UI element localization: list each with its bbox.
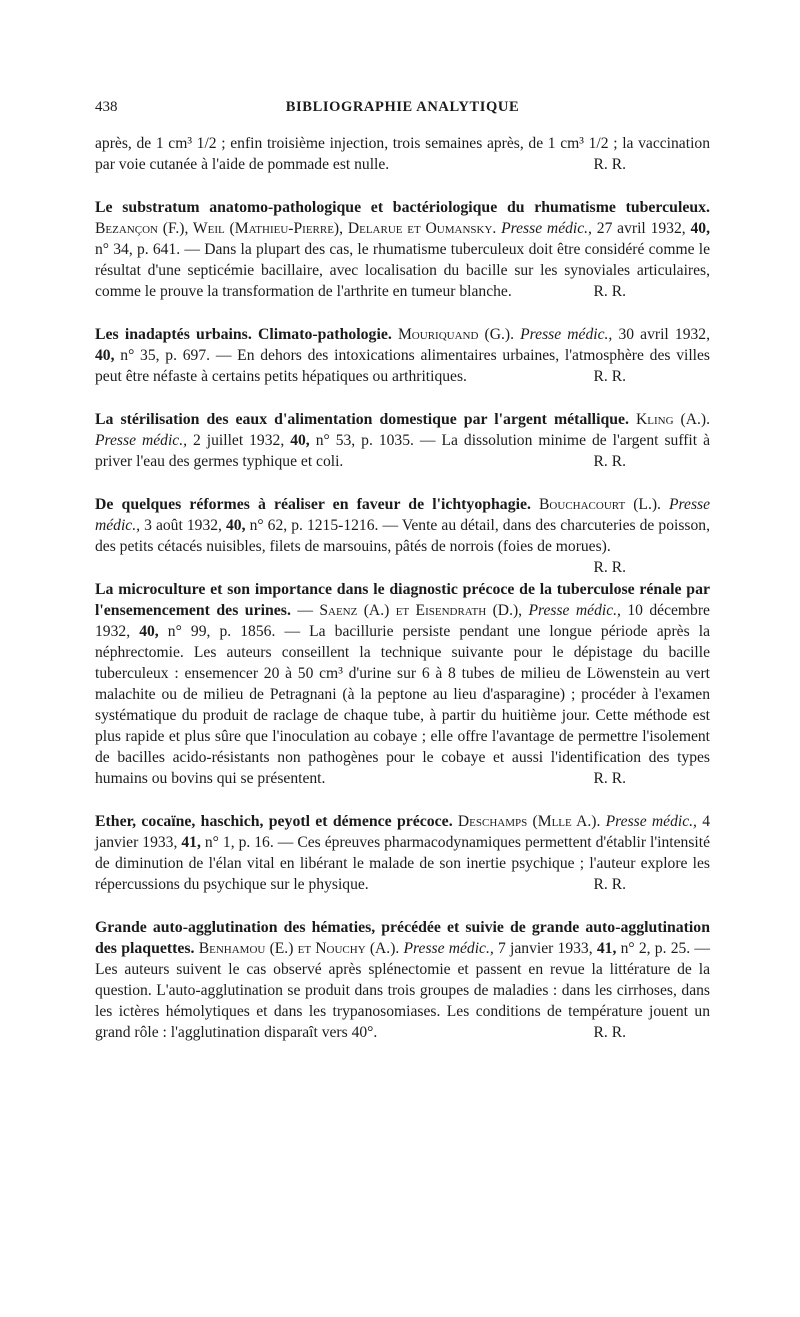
bibliography-entry (95, 324, 710, 387)
signature: R. R. (593, 156, 626, 173)
entry-journal: Presse médic., (501, 220, 592, 237)
bibliography-body (95, 133, 710, 1043)
entry-title: Les inadaptés urbains. Climato-pathologie. (95, 326, 392, 343)
entry-title: Le substratum anatomo-pathologique et bactériologique du rhumatisme tuberculeux. (95, 199, 710, 216)
entry-volume: 41, (181, 834, 201, 851)
entry-journal: Presse médic., (403, 940, 494, 957)
page-number: 438 (95, 99, 118, 115)
entry-volume: 40, (139, 623, 159, 640)
signature: R. R. (593, 876, 626, 893)
entry-summary: — Les auteurs suivent le cas observé après splénectomie et passent en revue la littérature de la question. L'auto-agglutination se produit dans trois groupes de maladies : dans les cirrhoses, dans les ictères hémolytiques et dans les trypanosomiases. Les conditions de température jouent un grand rôle : l'agglutination disparaît vers 40°. (95, 940, 711, 1041)
bibliography-entry (95, 811, 710, 895)
entry-issue: n° 2, p. 25. (620, 940, 691, 957)
entry-issue: n° 53, p. 1035. (315, 432, 414, 449)
entry-summary: — Dans la plupart des cas, le rhumatisme tuberculeux doit être considéré comme le résultat d'une septicémie bacillaire, avec localisation du bacille sur les synoviales articulaires, comme le prouve la transformation de l'arthrite en tumeur blanche. (95, 241, 710, 300)
entry-issue: n° 34, p. 641. (95, 241, 181, 258)
entry-summary: — La bacillurie persiste pendant une longue période après la néphrectomie. Les auteurs conseillent la technique suivante pour le dépistage du bacille tuberculeux : ensemencer 20 à 50 cm³ d'urine sur 6 à 8 tubes de milieu de Löwenstein au vert malachite ou de milieu de Petragnani (à la peptone au lieu d'asparagine) ; procéder à l'examen systématique du produit de raclage de chaque tube, à partir du huitième jour. Cette méthode est plus rapide et plus sûre que l'inoculation au cobaye ; elle offre l'avantage de permettre l'isolement de bacilles acido-résistants non pathogènes pour le cobaye et aussi l'identification des types humains ou bovins qui se présentent. (95, 623, 710, 787)
entry-date: 2 juillet 1932, (193, 432, 285, 449)
entry-date: 7 janvier 1933, (498, 940, 593, 957)
entry-summary: — Ces épreuves pharmacodynamiques permettent d'établir l'intensité de diminution de l'élan vital en libérant le malade de son inertie psychique ; l'auteur explore les répercussions du psychique sur le physique. (95, 834, 711, 893)
entry-journal: Presse médic., (605, 813, 697, 830)
signature: R. R. (593, 453, 626, 470)
entry-issue: n° 35, p. 697. (120, 347, 211, 364)
entry-authors: Deschamps (Mlle A.). (457, 813, 601, 830)
entry-journal: Presse médic., (520, 326, 613, 343)
entry-authors: — Saenz (A.) et Eisendrath (D.), (297, 602, 523, 619)
entry-volume: 41, (596, 940, 617, 957)
bibliography-entry (95, 917, 710, 1043)
bibliography-entry (95, 133, 710, 175)
entry-volume: 40, (290, 432, 310, 449)
entry-journal: Presse médic., (528, 602, 621, 619)
entry-authors: Benhamou (E.) et Nouchy (A.). (198, 940, 400, 957)
entry-authors: Bezançon (F.), Weil (Mathieu-Pierre), Delarue et Oumansky. (95, 220, 497, 237)
entry-journal: Presse médic., (95, 432, 188, 449)
entry-issue: n° 99, p. 1856. (167, 623, 276, 640)
running-head (95, 99, 710, 123)
signature: R. R. (593, 283, 626, 300)
bibliography-entry (95, 494, 711, 576)
entry-title: Ether, cocaïne, haschich, peyotl et démence précoce. (95, 813, 453, 830)
entry-journal: Presse médic., (95, 496, 711, 534)
entry-summary: — En dehors des intoxications alimentaires urbaines, l'atmosphère des villes peut être néfaste à certains petits hépatiques ou arthritiques. (95, 347, 710, 385)
entry-authors: Bouchacourt (L.). (539, 496, 661, 513)
entry-date: 30 avril 1932, (618, 326, 710, 343)
entry-title: Grande auto-agglutination des hématies, précédée et suivie de grande auto-agglutination des plaquettes. (95, 919, 710, 957)
entry-title: La stérilisation des eaux d'alimentation domestique par l'argent métallique. (95, 411, 629, 428)
entry-volume: 40, (226, 517, 246, 534)
entry-date: 4 janvier 1933, (95, 813, 710, 851)
bibliography-entry (95, 197, 710, 302)
running-title: BIBLIOGRAPHIE ANALYTIQUE (285, 99, 520, 115)
signature: R. R. (593, 368, 626, 385)
entry-issue: n° 62, p. 1215-1216. (249, 517, 379, 534)
continued-text: après, de 1 cm³ 1/2 ; enfin troisième injection, trois semaines après, de 1 cm³ 1/2 ; la vaccination par voie cutanée à l'aide de pommade est nulle. (95, 135, 710, 173)
entry-issue: n° 1, p. 16. (204, 834, 274, 851)
bibliography-entry (95, 579, 710, 789)
entry-authors: Mouriquand (G.). (397, 326, 514, 343)
entry-summary: — Vente au détail, dans des charcuteries de poisson, des petits cétacés nuisibles, filets de marsouins, pâtés de norrois (foies de morues). (95, 517, 710, 555)
entry-date: 27 avril 1932, (596, 220, 686, 237)
entry-title: La microculture et son importance dans le diagnostic précoce de la tuberculose rénale par l'ensemencement des urines. (95, 581, 710, 619)
entry-date: 10 décembre 1932, (95, 602, 710, 640)
entry-summary: — La dissolution minime de l'argent suffit à priver l'eau des germes typhique et coli. (95, 432, 710, 470)
entry-title: De quelques réformes à réaliser en faveur de l'ichtyophagie. (95, 496, 531, 513)
entry-date: 3 août 1932, (144, 517, 222, 534)
entry-volume: 40, (95, 347, 115, 364)
entry-volume: 40, (690, 220, 710, 237)
signature: R. R. (593, 770, 626, 787)
entry-authors: Kling (A.). (636, 411, 710, 428)
signature: R. R. (593, 559, 626, 576)
signature: R. R. (593, 1024, 626, 1041)
bibliography-entry (95, 409, 710, 472)
